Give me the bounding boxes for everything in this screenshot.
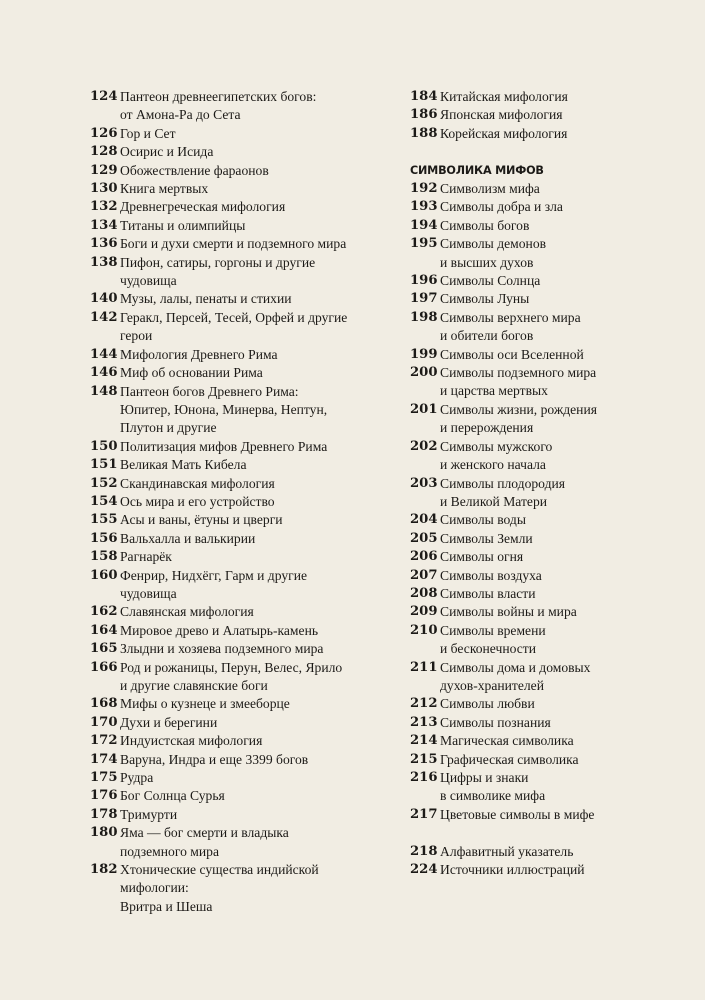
toc-entry[interactable]: [90, 198, 390, 216]
page-number: 209: [410, 604, 438, 620]
page-number: 124: [90, 89, 118, 104]
page-number: 170: [90, 714, 118, 730]
page-number: 130: [90, 181, 118, 197]
page-number: 162: [90, 604, 118, 620]
entry-title: Боги и духи смерти и подземного мира: [120, 236, 347, 252]
toc-entry[interactable]: [90, 603, 390, 621]
entry-title: Древнегреческая мифология: [120, 199, 286, 215]
page-number: 160: [90, 567, 118, 583]
page-number: 129: [90, 162, 118, 178]
spacer: [410, 824, 675, 842]
toc-entry[interactable]: [410, 567, 675, 585]
toc-entry[interactable]: [410, 714, 675, 732]
spacer: [410, 143, 675, 161]
toc-entry[interactable]: [410, 659, 675, 696]
toc-group-asia: [410, 88, 675, 143]
toc-entry[interactable]: [410, 751, 675, 769]
toc-entry[interactable]: [90, 217, 390, 235]
toc-entry[interactable]: [410, 732, 675, 750]
entry-title: Вальхалла и валькирии: [120, 530, 256, 546]
entry-title: Мифология Древнего Рима: [120, 346, 278, 362]
entry-title: Символы любви: [440, 696, 535, 712]
toc-entry[interactable]: [90, 640, 390, 658]
page-number: 180: [90, 825, 118, 841]
entry-title: Осирис и Исида: [120, 144, 214, 160]
page-number: 215: [410, 751, 438, 767]
entry-title: Символы добра и зла: [440, 199, 563, 215]
toc-entry[interactable]: [90, 309, 390, 346]
entry-title: Символы плодородия и Великой Матери: [440, 475, 566, 509]
page-number: 138: [90, 254, 118, 270]
toc-entry[interactable]: [90, 861, 390, 916]
page-number: 192: [410, 181, 438, 197]
toc-entry[interactable]: [410, 530, 675, 548]
page-number: 202: [410, 438, 438, 454]
entry-title: Символы войны и мира: [440, 604, 577, 620]
toc-entry[interactable]: [90, 622, 390, 640]
toc-entry[interactable]: [90, 567, 390, 604]
toc-entry[interactable]: [90, 162, 390, 180]
toc-entry[interactable]: [410, 438, 675, 475]
toc-entry[interactable]: [410, 622, 675, 659]
entry-title: Цветовые символы в мифе: [440, 806, 595, 822]
entry-title: Асы и ваны, ётуны и цверги: [120, 512, 283, 528]
entry-title: Алфавитный указатель: [440, 843, 574, 859]
page-number: 140: [90, 291, 118, 307]
entry-title: Духи и берегини: [120, 714, 218, 730]
entry-title: Японская мифология: [440, 107, 563, 123]
page-number: 216: [410, 770, 438, 786]
page-number: 142: [90, 309, 118, 325]
entry-title: Символы жизни, рождения и перерождения: [440, 401, 597, 436]
page-number: 151: [90, 457, 118, 473]
toc-entry[interactable]: [90, 254, 390, 291]
page-number: 178: [90, 806, 118, 822]
page-number: 204: [410, 512, 438, 528]
page-number: 168: [90, 696, 118, 712]
toc-entry[interactable]: [90, 235, 390, 253]
entry-title: Геракл, Персей, Тесей, Орфей и другие герои: [120, 309, 348, 344]
entry-title: Символы дома и домовых духов-хранителей: [440, 659, 591, 693]
toc-entry[interactable]: [410, 235, 675, 272]
entry-title: Мифы о кузнеце и змееборце: [120, 696, 290, 712]
entry-title: Символы подземного мира и царства мертвых: [440, 365, 597, 399]
entry-title: Злыдни и хозяева подземного мира: [120, 641, 324, 657]
page-number: 154: [90, 493, 118, 509]
entry-title: Символизм мифа: [440, 181, 540, 197]
page-number: 150: [90, 438, 118, 454]
toc-entry[interactable]: [90, 530, 390, 548]
toc-group-appendix: [410, 843, 675, 880]
page-number: 196: [410, 273, 438, 289]
toc-column-right: [410, 88, 675, 879]
toc-entry[interactable]: [410, 769, 675, 806]
entry-title: Символы огня: [440, 549, 524, 565]
toc-entry[interactable]: [410, 861, 675, 879]
page-number: 205: [410, 530, 438, 546]
entry-title: Музы, лалы, пенаты и стихии: [120, 291, 292, 307]
page-number: 208: [410, 585, 438, 601]
toc-entry[interactable]: [410, 290, 675, 308]
entry-title: Корейская мифология: [440, 125, 568, 141]
toc-entry[interactable]: [90, 143, 390, 161]
page-number: 184: [410, 89, 438, 104]
entry-title: Книга мертвых: [120, 181, 209, 197]
toc-entry[interactable]: [410, 309, 675, 346]
page-number: 156: [90, 530, 118, 546]
toc-group-symbols: [410, 180, 675, 824]
entry-title: Источники иллюстраций: [440, 862, 585, 878]
page-number: 158: [90, 549, 118, 565]
entry-title: Цифры и знаки в символике мифа: [440, 770, 546, 804]
page-number: 210: [410, 622, 438, 638]
page-number: 188: [410, 125, 438, 141]
entry-title: Индуистская мифология: [120, 733, 263, 749]
entry-title: Бог Солнца Сурья: [120, 788, 225, 804]
page-number: 155: [90, 512, 118, 528]
entry-title: Тримурти: [120, 806, 178, 822]
toc-entry[interactable]: [410, 511, 675, 529]
page-number: 128: [90, 144, 118, 160]
entry-title: Варуна, Индра и еще 3399 богов: [120, 751, 309, 767]
entry-title: Символы верхнего мира и обители богов: [440, 309, 581, 344]
page-number: 164: [90, 622, 118, 638]
entry-title: Символы познания: [440, 714, 551, 730]
page-number: 195: [410, 236, 438, 252]
page-number: 206: [410, 549, 438, 565]
entry-title: Символы оси Вселенной: [440, 346, 584, 362]
toc-entry[interactable]: [410, 88, 675, 106]
entry-title: Ось мира и его устройство: [120, 493, 275, 509]
page-number: 148: [90, 383, 118, 399]
toc-entry[interactable]: [410, 180, 675, 198]
entry-title: Символы времени и бесконечности: [440, 622, 546, 657]
page-number: 197: [410, 291, 438, 307]
toc-entry[interactable]: [90, 475, 390, 493]
entry-title: Рудра: [120, 770, 154, 786]
entry-title: Символы воздуха: [440, 567, 542, 583]
page-number: 146: [90, 365, 118, 381]
page-number: 166: [90, 659, 118, 675]
toc-entry[interactable]: [90, 125, 390, 143]
page-number: 126: [90, 125, 118, 141]
toc-entry[interactable]: [90, 695, 390, 713]
page-number: 207: [410, 567, 438, 583]
entry-title: Гор и Сет: [120, 125, 176, 141]
page-number: 174: [90, 751, 118, 767]
page-number: 217: [410, 806, 438, 822]
toc-entry[interactable]: [410, 106, 675, 124]
page-number: 218: [410, 843, 438, 859]
toc-entry[interactable]: [90, 88, 390, 125]
toc-entry[interactable]: [90, 769, 390, 787]
entry-title: Титаны и олимпийцы: [120, 217, 246, 233]
entry-title: Символы демонов и высших духов: [440, 236, 547, 270]
page-number: 199: [410, 346, 438, 362]
toc-entry[interactable]: [90, 787, 390, 805]
toc-column-left: [90, 88, 390, 916]
toc-entry[interactable]: [410, 475, 675, 512]
entry-title: Хтонические существа индийской мифологии: Вритра и Шеша: [120, 862, 319, 914]
entry-title: Пантеон богов Древнего Рима: Юпитер, Юнона, Минерва, Нептун, Плутон и другие: [120, 383, 328, 436]
page-number: 175: [90, 770, 118, 786]
page-number: 198: [410, 309, 438, 325]
entry-title: Графическая символика: [440, 751, 579, 767]
toc-entry[interactable]: [90, 364, 390, 382]
entry-title: Китайская мифология: [440, 89, 568, 104]
page-number: 213: [410, 714, 438, 730]
toc-entry[interactable]: [90, 732, 390, 750]
page-number: 224: [410, 862, 438, 878]
toc-entry[interactable]: [90, 346, 390, 364]
toc-entry[interactable]: [410, 125, 675, 143]
entry-title: Яма — бог смерти и владыка подземного мира: [120, 825, 289, 859]
toc-entry[interactable]: [410, 585, 675, 603]
page-number: 211: [410, 659, 438, 675]
toc-entry[interactable]: [410, 843, 675, 861]
page-number: 182: [90, 862, 118, 878]
page-number: 186: [410, 107, 438, 123]
toc-entry[interactable]: [90, 824, 390, 861]
toc-entry[interactable]: [90, 493, 390, 511]
page-number: 214: [410, 733, 438, 749]
toc-entry[interactable]: [90, 806, 390, 824]
toc-entry[interactable]: [90, 548, 390, 566]
toc-entry[interactable]: [410, 364, 675, 401]
entry-title: Рагнарёк: [120, 549, 172, 565]
entry-title: Символы воды: [440, 512, 526, 528]
page-number: 134: [90, 217, 118, 233]
page-number: 201: [410, 401, 438, 417]
entry-title: Род и рожаницы, Перун, Велес, Ярило и другие славянские боги: [120, 659, 343, 693]
toc-entry[interactable]: [410, 198, 675, 216]
toc-entry[interactable]: [90, 659, 390, 696]
entry-title: Символы мужского и женского начала: [440, 438, 553, 473]
section-title: СИМВОЛИКА МИФОВ: [410, 163, 544, 177]
page-number: 194: [410, 217, 438, 233]
toc-entry[interactable]: [410, 272, 675, 290]
entry-title: Миф об основании Рима: [120, 365, 263, 381]
toc-entry[interactable]: [410, 603, 675, 621]
entry-title: Обожествление фараонов: [120, 162, 269, 178]
entry-title: Символы Солнца: [440, 273, 541, 289]
toc-entry[interactable]: [90, 290, 390, 308]
toc-entry[interactable]: [410, 346, 675, 364]
page-number: 172: [90, 733, 118, 749]
page-number: 193: [410, 199, 438, 215]
toc-entry[interactable]: [90, 383, 390, 438]
toc-entry[interactable]: [410, 548, 675, 566]
page-number: 152: [90, 475, 118, 491]
entry-title: Политизация мифов Древнего Рима: [120, 438, 328, 454]
entry-title: Символы богов: [440, 217, 530, 233]
page-number: 200: [410, 365, 438, 381]
page-number: 203: [410, 475, 438, 491]
entry-title: Мировое древо и Алатырь-камень: [120, 622, 319, 638]
toc-entry[interactable]: [410, 401, 675, 438]
page-number: 176: [90, 788, 118, 804]
page-number: 132: [90, 199, 118, 215]
entry-title: Скандинавская мифология: [120, 475, 275, 491]
page-number: 144: [90, 346, 118, 362]
page-number: 136: [90, 236, 118, 252]
entry-title: Пифон, сатиры, горгоны и другие чудовища: [120, 254, 316, 289]
entry-title: Символы власти: [440, 585, 536, 601]
toc-entry[interactable]: [410, 217, 675, 235]
entry-title: Славянская мифология: [120, 604, 254, 620]
toc-entry[interactable]: [90, 438, 390, 456]
entry-title: Пантеон древнеегипетских богов: от Амона-Ра до Сета: [120, 89, 317, 123]
toc-entry[interactable]: [90, 511, 390, 529]
toc-entry[interactable]: [410, 695, 675, 713]
entry-title: Символы Земли: [440, 530, 533, 546]
toc-entry[interactable]: [90, 714, 390, 732]
toc-entry[interactable]: [90, 456, 390, 474]
entry-title: Магическая символика: [440, 733, 574, 749]
entry-title: Великая Мать Кибела: [120, 457, 247, 473]
toc-entry[interactable]: [410, 806, 675, 824]
toc-entry[interactable]: [90, 751, 390, 769]
entry-title: Фенрир, Нидхёгг, Гарм и другие чудовища: [120, 567, 307, 601]
toc-entry[interactable]: [90, 180, 390, 198]
entry-title: Символы Луны: [440, 291, 530, 307]
page-number: 212: [410, 696, 438, 712]
page-number: 165: [90, 641, 118, 657]
